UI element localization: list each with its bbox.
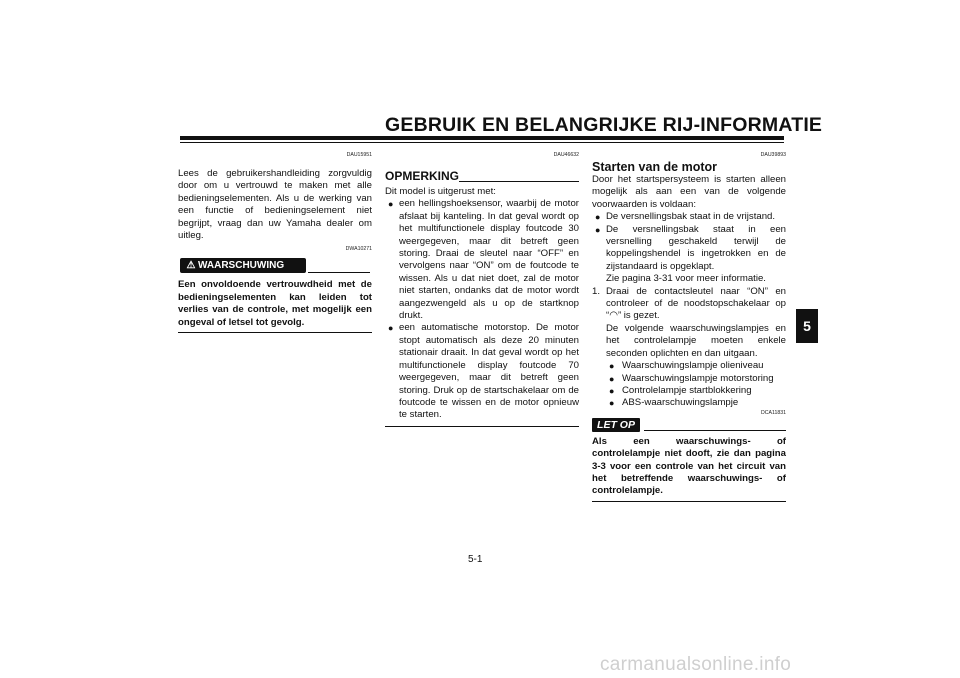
bullet-icon: ● [609,373,615,384]
list-item-text: Controlelampje startblokkering [622,384,752,396]
column-2 [385,152,579,427]
column-1 [178,152,372,333]
warning-text: Een onvoldoende vertrouwdheid met de bedieningselementen kan leiden tot verlies van de controle, met mogelijk een ongeval of letsel tot gevolg. [178,279,372,328]
bullet-icon: ● [388,199,394,210]
header-rule [180,136,784,140]
ref-code: DWA10271 [345,246,372,253]
list-item-text: De versnellingsbak staat in een versnelling geschakeld terwijl de koppelingshendel is ingetrokken en de zijstandaard is opgeklapt. [606,223,786,272]
ref-code: DCA11831 [761,409,786,416]
caution-rule [644,430,786,431]
list-item [592,397,786,409]
step-detail: De volgende waarschuwingslampjes en het controlelampje moeten enkele seconden oplichten en dan uitgaan. [606,322,786,359]
list-item-text: Waarschuwingslampje olieniveau [622,360,764,372]
list-item-text: ABS-waarschuwingslampje [622,397,739,409]
list-item [592,211,786,223]
caution-header [592,417,786,433]
list-item-text: Waarschuwingslampje motorstoring [622,372,774,384]
page-number: 5-1 [468,554,483,565]
step-text: Draai de contactsleutel naar “ON” en controleer of de noodstopschakelaar op “ [606,285,786,322]
warning-header [178,256,372,274]
list-item [592,360,786,372]
step-number: 1. [592,285,601,297]
column-3 [592,152,786,502]
note-rule [459,181,579,182]
header-rule-thin [180,142,784,143]
list-item-text: een hellingshoeksensor, waarbij de motor afslaat bij kanteling. In dat geval wordt op het multifunctionele display foutcode 30 weergegeven, maar dit betreft geen storing. Draai de sleutel naar “OFF” en vervolgens naar “ON” om de foutcode te wissen. Als u dat niet doet, zal de motor niet starten, ondanks dat de motor wordt aangezwengeld als u op de startknop drukt. [399,198,579,322]
list-item [592,224,786,274]
note-end-rule [385,426,579,427]
intro-paragraph: Lees de gebruikershandleiding zorgvuldig door om u vertrouwd te maken met alle bedieningselementen. Als u de werking van een functie of bedieningselement niet begrijpt, vraag dan uw Yamaha dealer om uitleg. [178,168,372,242]
caution-end-rule [592,501,786,502]
step-item [592,286,786,323]
section-intro: Door het startspersysteem is starten alleen mogelijk als aan een van de volgende voorwaarden is voldaan: [592,174,786,210]
bullet-icon: ● [609,361,615,372]
ref-code: DAU39893 [760,152,786,158]
warning-badge [180,258,306,273]
bullet-icon: ● [388,323,394,334]
warning-end-rule [178,332,372,333]
engine-stop-switch-icon: ◠ [609,310,618,322]
bullet-icon: ● [609,385,615,396]
list-item [385,322,579,421]
step-text-end: ” is gezet. [617,310,660,322]
note-lead: Dit model is uitgerust met: [385,186,496,197]
note-title: OPMERKING [385,169,460,183]
list-item [592,373,786,385]
caution-badge: LET OP [592,418,640,432]
list-item-text: De versnellingsbak staat in de vrijstand. [606,211,776,223]
list-item-text: een automatische motorstop. De motor stopt automatisch als deze 20 minuten stationair draait. In dat geval wordt op het multifunctionele display foutcode 70 weergegeven, maar dit betreft geen storing. Druk op de startschakelaar om de foutcode te wissen en de motor opnieuw te starten. [399,322,579,421]
warning-rule [308,272,370,273]
warning-label: WAARSCHUWING [198,260,285,272]
watermark: carmanualsonline.info [600,654,792,675]
bullet-icon: ● [595,212,601,223]
list-item [385,198,579,322]
chapter-tab: 5 [796,309,818,343]
ref-code: DAU15951 [346,152,372,158]
warning-triangle-icon: ⚠ [186,260,196,272]
bullet-icon: ● [609,398,615,409]
caution-text: Als een waarschuwings- of controlelampje niet dooft, zie dan pagina 3-3 voor een controle van het circuit van het betreffende waarschuwings- of controlelampje. [592,435,786,497]
list-item [592,385,786,397]
bullet-icon: ● [595,224,601,235]
section-title: Starten van de motor [592,160,718,174]
page-header-title: GEBRUIK EN BELANGRIJKE RIJ-INFORMATIE [385,114,823,136]
note-header [385,170,579,186]
page-reference: Zie pagina 3-31 voor meer informatie. [606,273,766,285]
ref-code: DAU46632 [553,152,579,158]
